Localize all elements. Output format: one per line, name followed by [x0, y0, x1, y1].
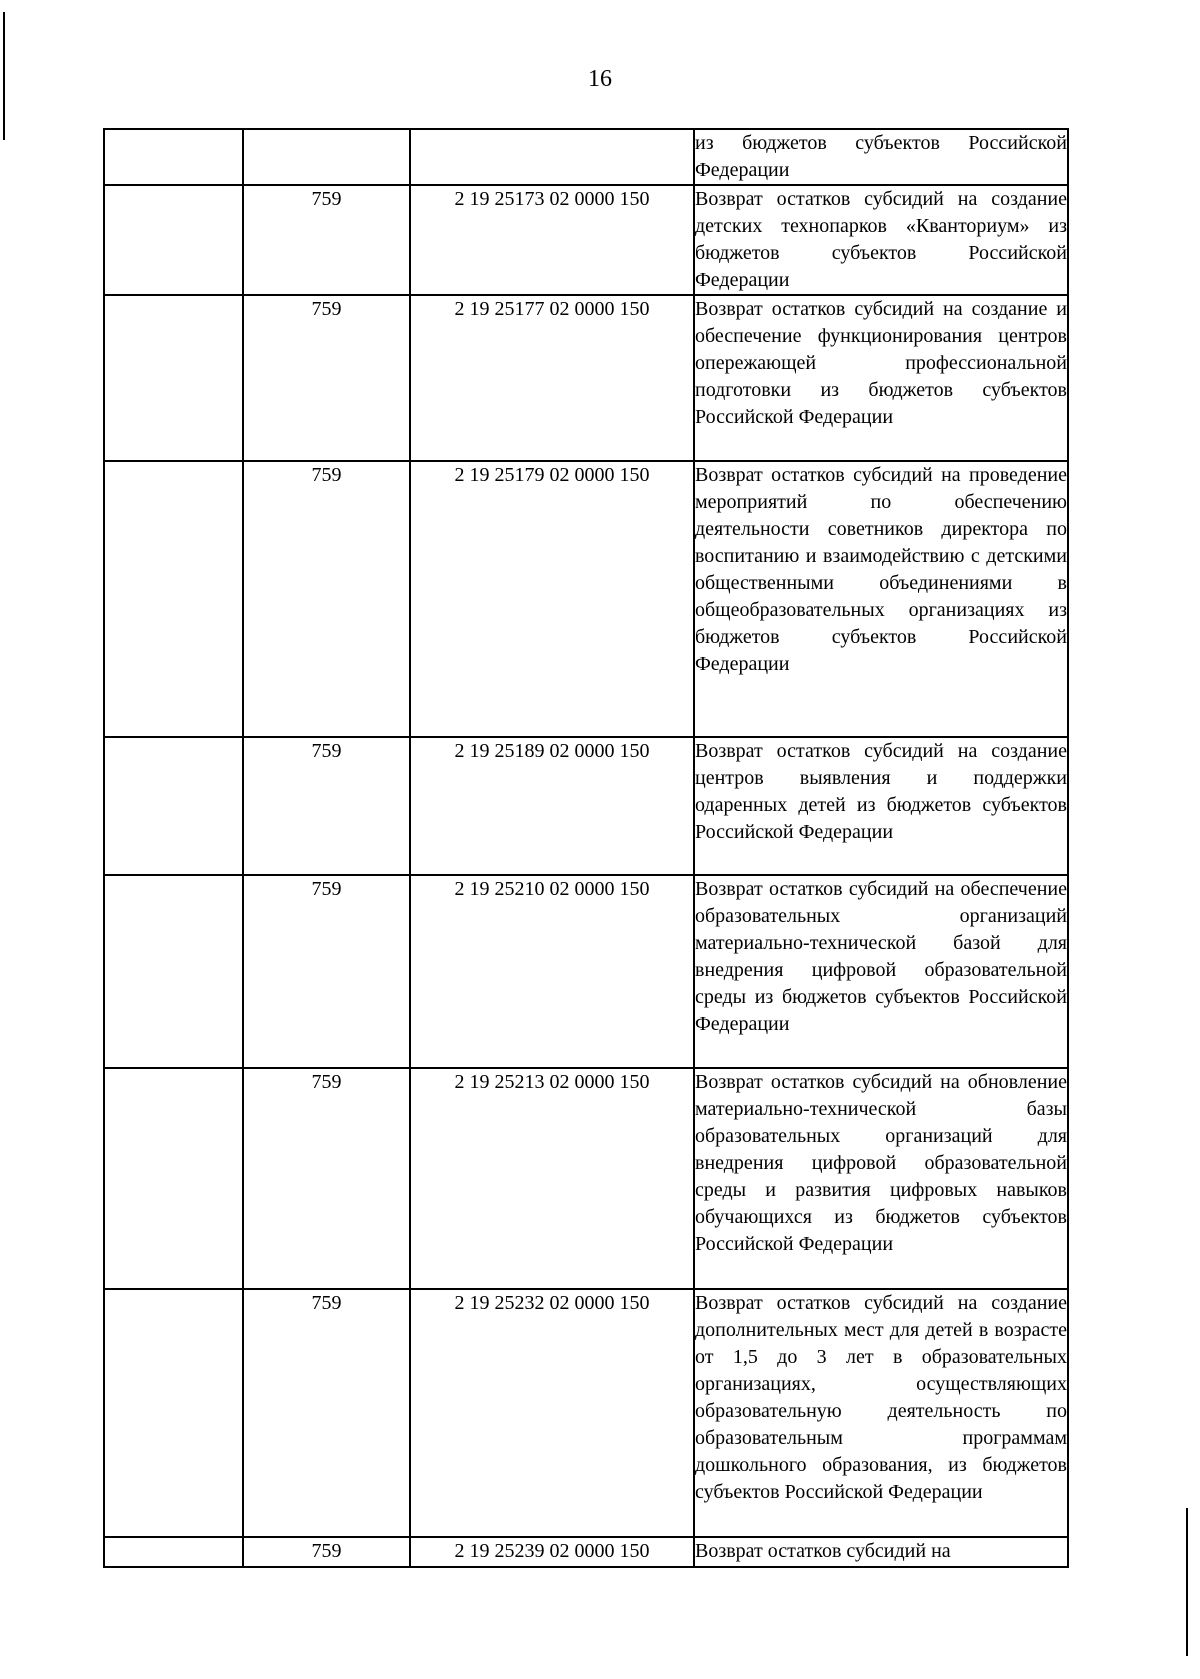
budget-code-cell: 2 19 25177 02 0000 150	[410, 295, 694, 461]
admin-code-cell	[243, 129, 410, 185]
budget-code-cell: 2 19 25232 02 0000 150	[410, 1289, 694, 1537]
budget-code-cell	[410, 129, 694, 185]
description-text: Возврат остатков субсидий на проведение мероприятий по обеспечению деятельности советников директора по воспитанию и взаимодействию с детскими общественными объединениями в общеобразовательных организациях из бюджетов субъектов Российской Федерации	[695, 464, 1067, 675]
admin-code-cell: 759	[243, 295, 410, 461]
budget-code-cell: 2 19 25179 02 0000 150	[410, 461, 694, 737]
empty-cell	[104, 875, 243, 1068]
description-text: Возврат остатков субсидий на	[695, 1540, 951, 1562]
empty-cell	[104, 129, 243, 185]
page-number: 16	[588, 66, 612, 92]
empty-cell	[104, 185, 243, 295]
budget-code-cell: 2 19 25239 02 0000 150	[410, 1537, 694, 1567]
description-cell	[694, 185, 1068, 295]
right-margin-line	[1186, 1508, 1188, 1656]
description-cell	[694, 875, 1068, 1068]
empty-cell	[104, 461, 243, 737]
table-row	[104, 129, 1068, 185]
description-text: из бюджетов субъектов Российской Федерации	[695, 132, 1067, 181]
table-row	[104, 295, 1068, 461]
description-cell	[694, 1289, 1068, 1537]
budget-codes-table	[103, 128, 1069, 1568]
table-row	[104, 737, 1068, 875]
table-row	[104, 1289, 1068, 1537]
admin-code-cell: 759	[243, 875, 410, 1068]
description-cell	[694, 129, 1068, 185]
table-row	[104, 1537, 1068, 1567]
budget-code-cell: 2 19 25210 02 0000 150	[410, 875, 694, 1068]
empty-cell	[104, 1068, 243, 1289]
budget-code-cell: 2 19 25173 02 0000 150	[410, 185, 694, 295]
empty-cell	[104, 1289, 243, 1537]
admin-code-cell: 759	[243, 737, 410, 875]
empty-cell	[104, 737, 243, 875]
description-text: Возврат остатков субсидий на создание и обеспечение функционирования центров опережающей профессиональной подготовки из бюджетов субъектов Российской Федерации	[695, 298, 1067, 428]
admin-code-cell: 759	[243, 1537, 410, 1567]
description-text: Возврат остатков субсидий на обеспечение образовательных организаций материально-технической базой для внедрения цифровой образовательной среды из бюджетов субъектов Российской Федерации	[695, 878, 1067, 1035]
admin-code-cell: 759	[243, 185, 410, 295]
description-text: Возврат остатков субсидий на создание центров выявления и поддержки одаренных детей из бюджетов субъектов Российской Федерации	[695, 740, 1067, 843]
empty-cell	[104, 1537, 243, 1567]
admin-code-cell: 759	[243, 461, 410, 737]
budget-code-cell: 2 19 25213 02 0000 150	[410, 1068, 694, 1289]
table-row	[104, 461, 1068, 737]
description-cell	[694, 737, 1068, 875]
table-row	[104, 185, 1068, 295]
description-text: Возврат остатков субсидий на создание детских технопарков «Кванториум» из бюджетов субъектов Российской Федерации	[695, 188, 1067, 291]
budget-code-cell: 2 19 25189 02 0000 150	[410, 737, 694, 875]
description-cell	[694, 461, 1068, 737]
table-row	[104, 1068, 1068, 1289]
description-cell	[694, 1068, 1068, 1289]
admin-code-cell: 759	[243, 1068, 410, 1289]
empty-cell	[104, 295, 243, 461]
admin-code-cell: 759	[243, 1289, 410, 1537]
table-row	[104, 875, 1068, 1068]
description-text: Возврат остатков субсидий на обновление материально-технической базы образовательных организаций для внедрения цифровой образовательной среды и развития цифровых навыков обучающихся из бюджетов субъектов Российской Федерации	[695, 1071, 1067, 1255]
description-cell	[694, 1537, 1068, 1567]
description-cell	[694, 295, 1068, 461]
description-text: Возврат остатков субсидий на создание дополнительных мест для детей в возрасте от 1,5 до 3 лет в образовательных организациях, осуществляющих образовательную деятельность по образовательным программам дошкольного образования, из бюджетов субъектов Российской Федерации	[695, 1292, 1067, 1503]
